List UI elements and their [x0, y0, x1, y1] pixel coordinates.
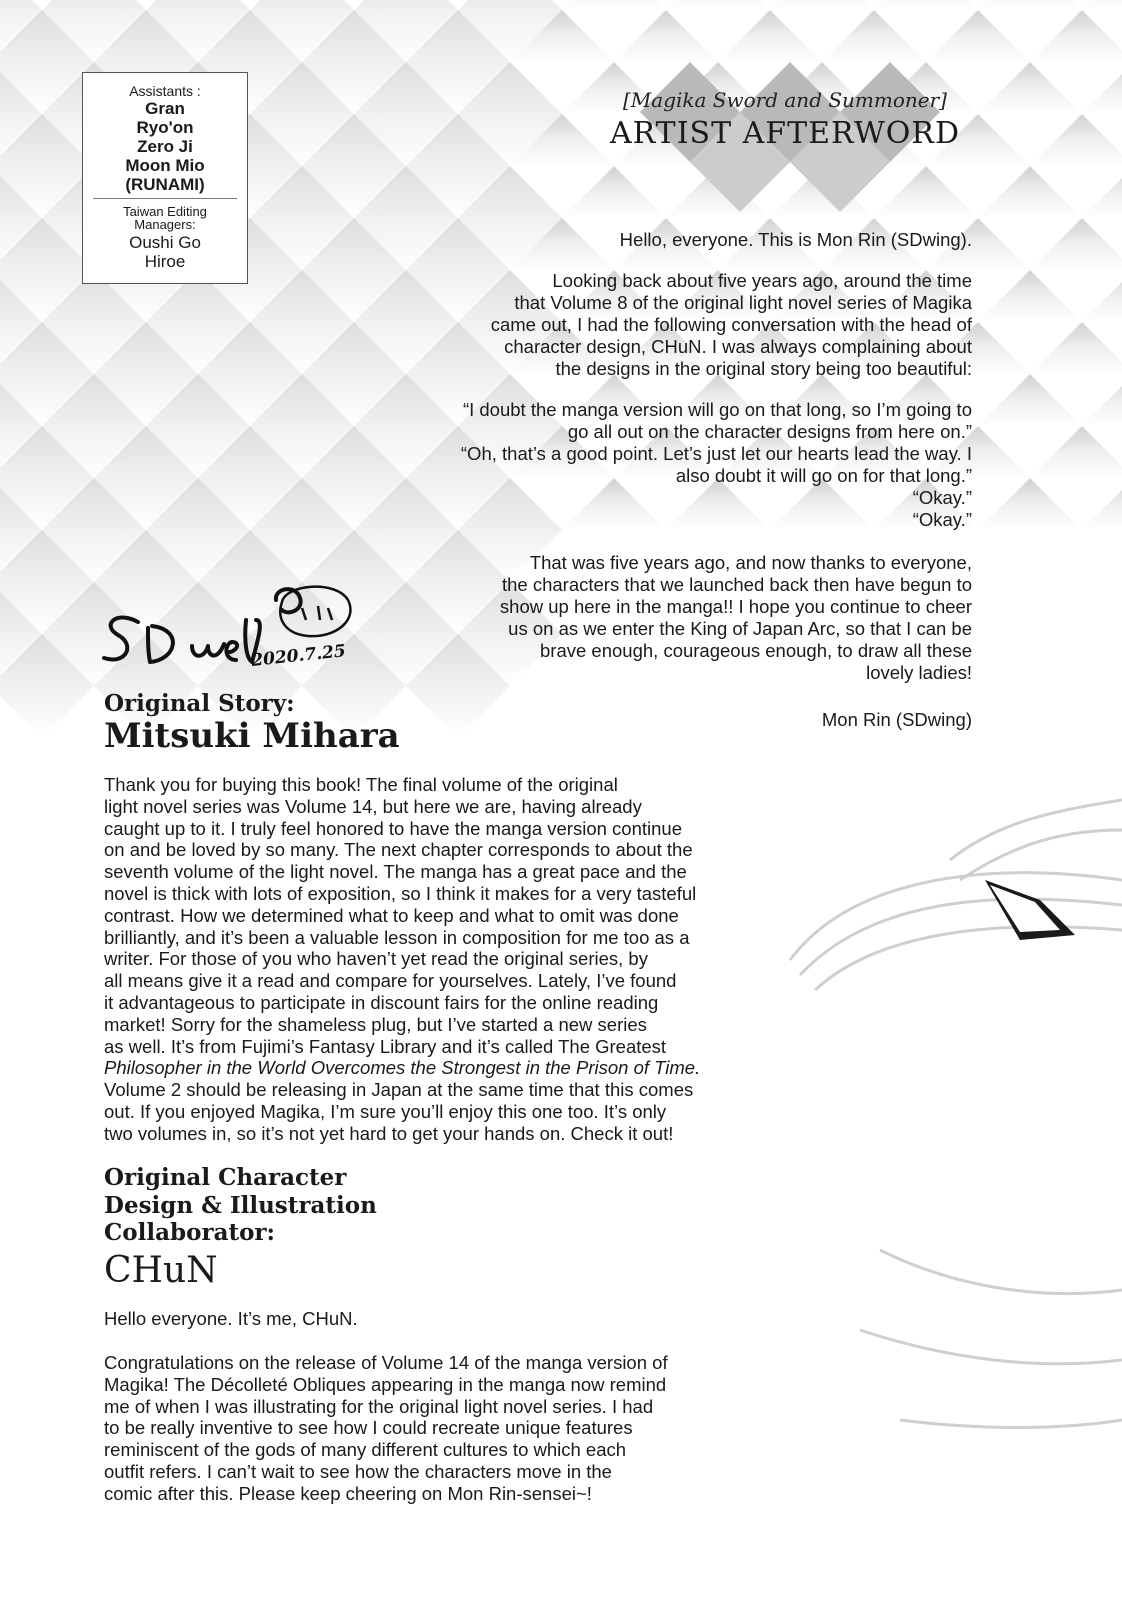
text-line: “Oh, that’s a good point. Let’s just let our hearts lead the way. I [460, 443, 972, 464]
editing-manager-name: Hiroe [144, 252, 186, 271]
text-line: out. If you enjoyed Magika, I’m sure you’ll enjoy this one too. It’s only [104, 1100, 667, 1122]
text-line: lovely ladies! [866, 662, 972, 683]
text-line: Looking back about five years ago, around the time [552, 270, 972, 291]
text-line: as well. It’s from Fujimi’s Fantasy Library and it’s called The Greatest [104, 1035, 667, 1057]
assistant-name: (RUNAMI) [125, 175, 205, 194]
series-title: [Magika Sword and Summoner] [623, 88, 947, 112]
signature-date: 2020.7.25 [250, 641, 347, 671]
ribbon-decoration [790, 800, 1122, 1428]
text-line: came out, I had the following conversation with the head of [490, 314, 972, 335]
credits-divider [93, 198, 237, 199]
artist-signoff [380, 709, 972, 731]
greeting-line: Hello everyone. It’s me, CHuN. [104, 1308, 358, 1329]
label-line: Original Character [104, 1164, 347, 1191]
artist-dialogue [380, 399, 972, 531]
text-line: two volumes in, so it’s not yet hard to get your hands on. Check it out! [104, 1122, 674, 1144]
label-line: Collaborator: [104, 1219, 276, 1246]
text-line: outfit refers. I can’t wait to see how the characters move in the [104, 1460, 612, 1482]
assistant-name: Zero Ji [137, 137, 193, 156]
text-line: Congratulations on the release of Volume 14 of the manga version of [104, 1352, 668, 1373]
text-line: contrast. How we determined what to keep and what to omit was done [104, 904, 679, 926]
text-line: also doubt it will go on for that long.” [675, 465, 972, 486]
text-line: comic after this. Please keep cheering on Mon Rin-sensei~! [104, 1482, 592, 1504]
greeting-line: Hello, everyone. This is Mon Rin (SDwing). [619, 229, 972, 250]
text-line: market! Sorry for the shameless plug, but I’ve started a new series [104, 1013, 647, 1035]
assistant-name: Moon Mio [125, 156, 205, 175]
afterword-title: ARTIST AFTERWORD [609, 116, 961, 151]
text-line: go all out on the character designs from here on.” [567, 421, 972, 442]
text-line: to be really inventive to see how I could recreate unique features [104, 1417, 633, 1439]
text-line: character design, CHuN. I was always complaining about [504, 336, 972, 357]
text-line: “Okay.” [912, 509, 972, 530]
character-design-label [104, 1164, 377, 1247]
label-line: Design & Illustration [104, 1191, 377, 1219]
text-line: brilliantly, and it’s been a valuable lesson in composition for me too as a [104, 926, 690, 948]
text-line: it advantageous to participate in discount fairs for the online reading [104, 991, 659, 1013]
assistant-name: Gran [145, 99, 185, 118]
artist-paragraph-1 [380, 270, 972, 380]
text-line: Thank you for buying this book! The final volume of the original [104, 774, 618, 795]
text-line: novel is thick with lots of exposition, so I think it makes for a very tasteful [104, 882, 697, 904]
text-line: on and be loved by so many. The next chapter corresponds to about the [104, 839, 693, 861]
text-line: That was five years ago, and now thanks to everyone, [529, 552, 972, 573]
text-line: brave enough, courageous enough, to draw all these [540, 640, 972, 661]
artist-greeting [380, 229, 972, 251]
original-story-author: Mitsuki Mihara [104, 716, 400, 756]
text-line: reminiscent of the gods of many different cultures to which each [104, 1439, 627, 1461]
handwritten-signature [96, 580, 376, 680]
text-line: me of when I was illustrating for the original light novel series. I had [104, 1395, 654, 1417]
original-story-message [104, 774, 784, 1145]
text-line: “Okay.” [912, 487, 972, 508]
text-line: the characters that we launched back then have begun to [501, 574, 972, 595]
text-line: Philosopher in the World Overcomes the Strongest in the Prison of Time. [104, 1057, 701, 1079]
artist-paragraph-3 [380, 552, 972, 684]
credits-box [82, 72, 248, 284]
text-line: Magika! The Décolleté Obliques appearing in the manga now remind [104, 1373, 667, 1395]
assistant-name: Ryo'on [136, 118, 194, 137]
character-designer-name: CHuN [104, 1250, 218, 1291]
text-line: light novel series was Volume 14, but here we are, having already [104, 795, 642, 817]
character-design-message [104, 1352, 764, 1505]
text-line: writer. For those of you who haven’t yet read the original series, by [104, 948, 648, 970]
text-line: all means give it a read and compare for yourselves. Lately, I’ve found [104, 970, 677, 992]
character-design-greeting [104, 1308, 764, 1330]
signoff-line: Mon Rin (SDwing) [821, 709, 972, 730]
text-line: “I doubt the manga version will go on that long, so I’m going to [462, 399, 972, 420]
text-line: caught up to it. I truly feel honored to have the manga version continue [104, 817, 682, 839]
assistants-heading: Assistants : [129, 83, 201, 99]
text-line: seventh volume of the light novel. The manga has a great pace and the [104, 861, 687, 883]
text-line: the designs in the original story being too beautiful: [555, 358, 972, 379]
editing-manager-name: Oushi Go [129, 233, 201, 252]
text-line: us on as we enter the King of Japan Arc, so that I can be [508, 618, 972, 639]
text-line: show up here in the manga!! I hope you continue to cheer [499, 596, 972, 617]
text-line: Volume 2 should be releasing in Japan at the same time that this comes [104, 1079, 694, 1101]
editing-heading: Taiwan Editing [123, 204, 207, 219]
text-line: that Volume 8 of the original light novel series of Magika [514, 292, 972, 313]
editing-heading: Managers: [134, 217, 196, 232]
original-story-label: Original Story: [104, 690, 295, 717]
